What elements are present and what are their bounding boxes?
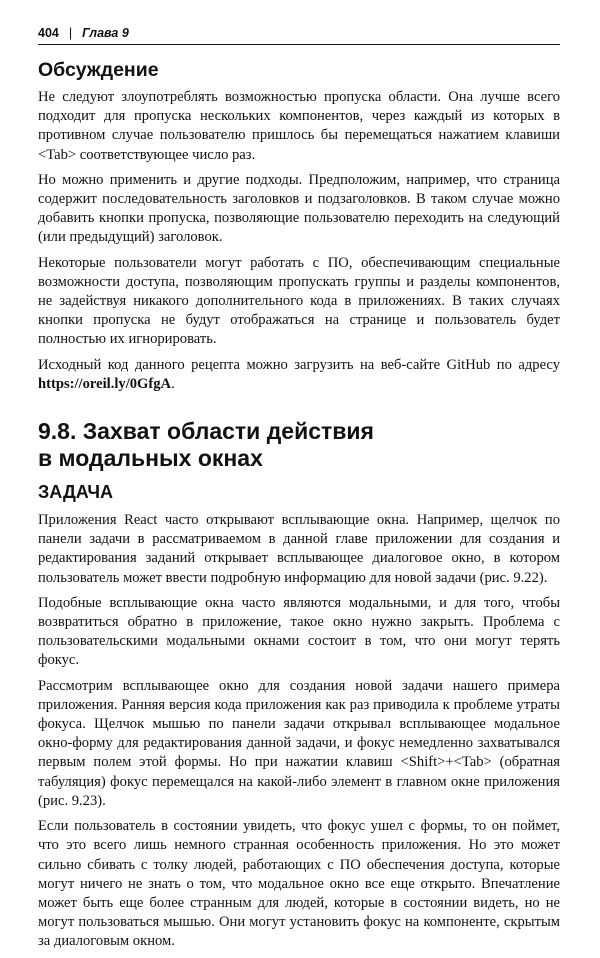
section-title-line1: 9.8. Захват области действия <box>38 418 374 445</box>
source-text: Исходный код данного рецепта можно загрузить на веб-сайте GitHub по адресу <box>38 356 560 373</box>
header-separator: | <box>68 26 73 40</box>
paragraph: Некоторые пользователи могут работать с ПО, обеспечивающим специальные возможности доступа, позволяющим пропускать группы и разделы компонентов, не задействуя никакого дополнительного кода в приложениях. В таких случаях кнопки пропуска не будут отображаться на странице и пользователь будет полностью их игнорировать. <box>38 254 560 348</box>
paragraph: Если пользователь в состоянии увидеть, что фокус ушел с формы, то он поймет, что это всего лишь немного странная особенность приложения. Но это может сильно сбивать с толку людей, работающих с ПО обеспечения доступа, которые могут ничего не знать о том, что модальное окно все еще открыто. Впечатление может быть еще более странным для людей, которые в состоянии видеть, но не могут пользоваться мышью. Они могут установить фокус на компоненте, скрытым за диалоговым окном. <box>38 818 560 950</box>
paragraph: Приложения React часто открывают всплывающие окна. Например, щелчок по панели задачи в рассматриваемом в данной главе приложении для создания и редактирования заданий открывает всплывающее диалоговое окно, в котором пользователь может ввести подробную информацию для новой задачи (рис. 9.22). <box>38 512 560 586</box>
paragraph: Но можно применить и другие подходы. Предположим, например, что страница содержит последовательность заголовков и подзаголовков. В таком случае можно добавить кнопки пропуска, позволяющие пользователю переходить на следующий (или предыдущий) заголовок. <box>38 171 560 246</box>
source-paragraph <box>38 356 560 394</box>
source-end: . <box>171 375 175 392</box>
task-heading: ЗАДАЧА <box>38 482 114 503</box>
page-number: 404 <box>38 26 59 40</box>
paragraph: Подобные всплывающие окна часто являются модальными, и для того, чтобы возвратиться обратно в приложение, такое окно нужно закрыть. Проблема с пользовательскими модальными окнами состоит в том, что они могут терять фокус. <box>38 594 560 669</box>
book-page <box>38 26 560 958</box>
section-title-line2: в модальных окнах <box>38 445 263 472</box>
paragraph: Не следуют злоупотреблять возможностью пропуска области. Она лучше всего подходит для пропуска нескольких компонентов, через каждый из которых в противном случае пользователю пришлось бы перемещаться нажатием клавиши <Tab> соответствующее число раз. <box>38 89 560 163</box>
chapter-title: Глава 9 <box>82 26 129 40</box>
source-link[interactable]: https://oreil.ly/0GfgA <box>38 375 172 392</box>
section-title <box>38 418 560 472</box>
running-header <box>38 26 560 45</box>
discussion-heading: Обсуждение <box>38 59 159 81</box>
paragraph: Рассмотрим всплывающее окно для создания новой задачи нашего примера приложения. Ранняя версия кода приложения как раз приводила к проблеме утраты фокуса. Щелчок мышью по панели задачи открывал всплывающее модальное окно-форму для редактирования данной задачи, и фокус немедленно захватывался первым полем этой формы. Но при нажатии клавиш <Shift>+<Tab> (обратная табуляция) фокус перемещался на какой-либо элемент в главном окне приложения (рис. 9.23). <box>38 677 560 809</box>
